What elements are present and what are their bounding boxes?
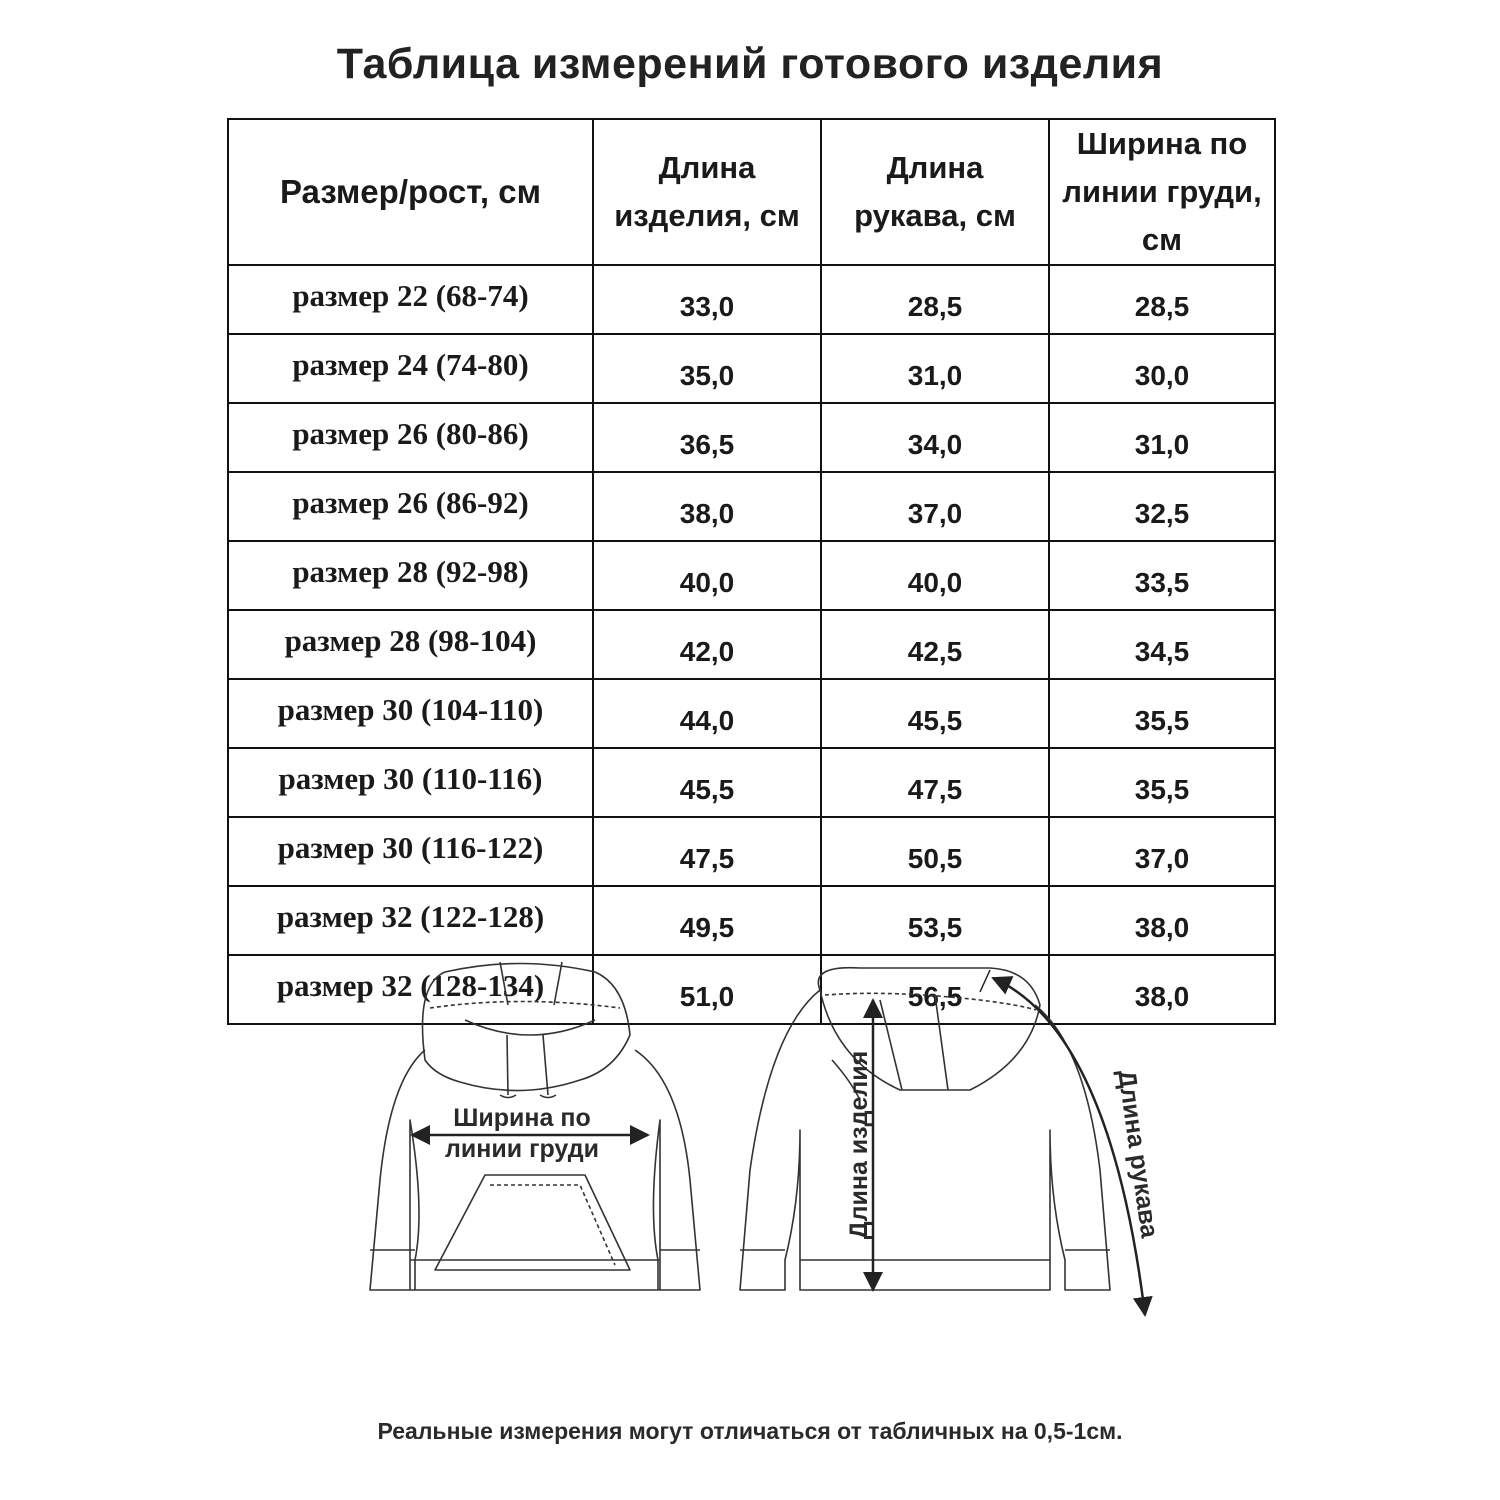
length-cell: 49,5 (593, 886, 821, 955)
sleeve-cell: 31,0 (821, 334, 1049, 403)
front-pocket (435, 1175, 630, 1270)
chest-cell: 37,0 (1049, 817, 1275, 886)
length-cell: 51,0 (593, 955, 821, 1024)
header-chest: Ширина по линии груди, см (1049, 119, 1275, 265)
length-cell: 38,0 (593, 472, 821, 541)
sleeve-cell: 47,5 (821, 748, 1049, 817)
size-cell: размер 32 (128-134) (228, 955, 593, 1024)
size-cell: размер 28 (92-98) (228, 541, 593, 610)
sleeve-cell: 53,5 (821, 886, 1049, 955)
sleeve-cell: 50,5 (821, 817, 1049, 886)
table-row (228, 403, 1275, 472)
sleeve-label: Длина рукава (1112, 1068, 1164, 1240)
sleeve-cell: 45,5 (821, 679, 1049, 748)
sleeve-cell: 42,5 (821, 610, 1049, 679)
table-row (228, 679, 1275, 748)
length-cell: 40,0 (593, 541, 821, 610)
length-cell: 45,5 (593, 748, 821, 817)
sleeve-arrow (993, 978, 1145, 1315)
table-row (228, 748, 1275, 817)
length-cell: 47,5 (593, 817, 821, 886)
table-header-row (228, 119, 1275, 265)
chest-cell: 28,5 (1049, 265, 1275, 334)
back-body (740, 990, 1110, 1290)
table-row (228, 886, 1275, 955)
header-length: Длина изделия, см (593, 119, 821, 265)
hoodie-back (740, 968, 1110, 1290)
chest-cell: 33,5 (1049, 541, 1275, 610)
chest-cell: 32,5 (1049, 472, 1275, 541)
chest-cell: 30,0 (1049, 334, 1275, 403)
sleeve-cell: 34,0 (821, 403, 1049, 472)
footnote: Реальные измерения могут отличаться от табличных на 0,5-1см. (377, 1418, 1123, 1444)
sleeve-cell: 40,0 (821, 541, 1049, 610)
size-cell: размер 30 (110-116) (228, 748, 593, 817)
size-cell: размер 26 (80-86) (228, 403, 593, 472)
size-cell: размер 22 (68-74) (228, 265, 593, 334)
page-title: Таблица измерений готового изделия (336, 40, 1164, 88)
table-body (228, 265, 1275, 1024)
table-row (228, 334, 1275, 403)
hoodie-diagram (330, 950, 1170, 1340)
length-cell: 33,0 (593, 265, 821, 334)
header-size: Размер/рост, см (228, 119, 593, 265)
size-cell: размер 30 (116-122) (228, 817, 593, 886)
chest-label-line1: Ширина по (453, 1104, 591, 1132)
size-cell: размер 32 (122-128) (228, 886, 593, 955)
size-table (227, 118, 1276, 1025)
table-row (228, 472, 1275, 541)
table-row (228, 265, 1275, 334)
chest-cell: 31,0 (1049, 403, 1275, 472)
size-cell: размер 26 (86-92) (228, 472, 593, 541)
front-hood (423, 964, 631, 1091)
size-cell: размер 24 (74-80) (228, 334, 593, 403)
chest-label-line2: линии груди (445, 1135, 599, 1163)
chest-cell: 34,5 (1049, 610, 1275, 679)
front-body (370, 1050, 700, 1290)
sleeve-cell: 37,0 (821, 472, 1049, 541)
sleeve-cell: 28,5 (821, 265, 1049, 334)
chest-cell: 35,5 (1049, 679, 1275, 748)
table-row (228, 541, 1275, 610)
header-sleeve: Длина рукава, см (821, 119, 1049, 265)
length-label: Длина изделия (845, 1050, 873, 1240)
sleeve-cell: 56,5 (821, 955, 1049, 1024)
size-cell: размер 28 (98-104) (228, 610, 593, 679)
chest-cell: 38,0 (1049, 955, 1275, 1024)
size-cell: размер 30 (104-110) (228, 679, 593, 748)
length-cell: 35,0 (593, 334, 821, 403)
table-row (228, 817, 1275, 886)
length-cell: 44,0 (593, 679, 821, 748)
length-cell: 42,0 (593, 610, 821, 679)
chest-cell: 35,5 (1049, 748, 1275, 817)
table-row (228, 610, 1275, 679)
length-cell: 36,5 (593, 403, 821, 472)
chest-cell: 38,0 (1049, 886, 1275, 955)
